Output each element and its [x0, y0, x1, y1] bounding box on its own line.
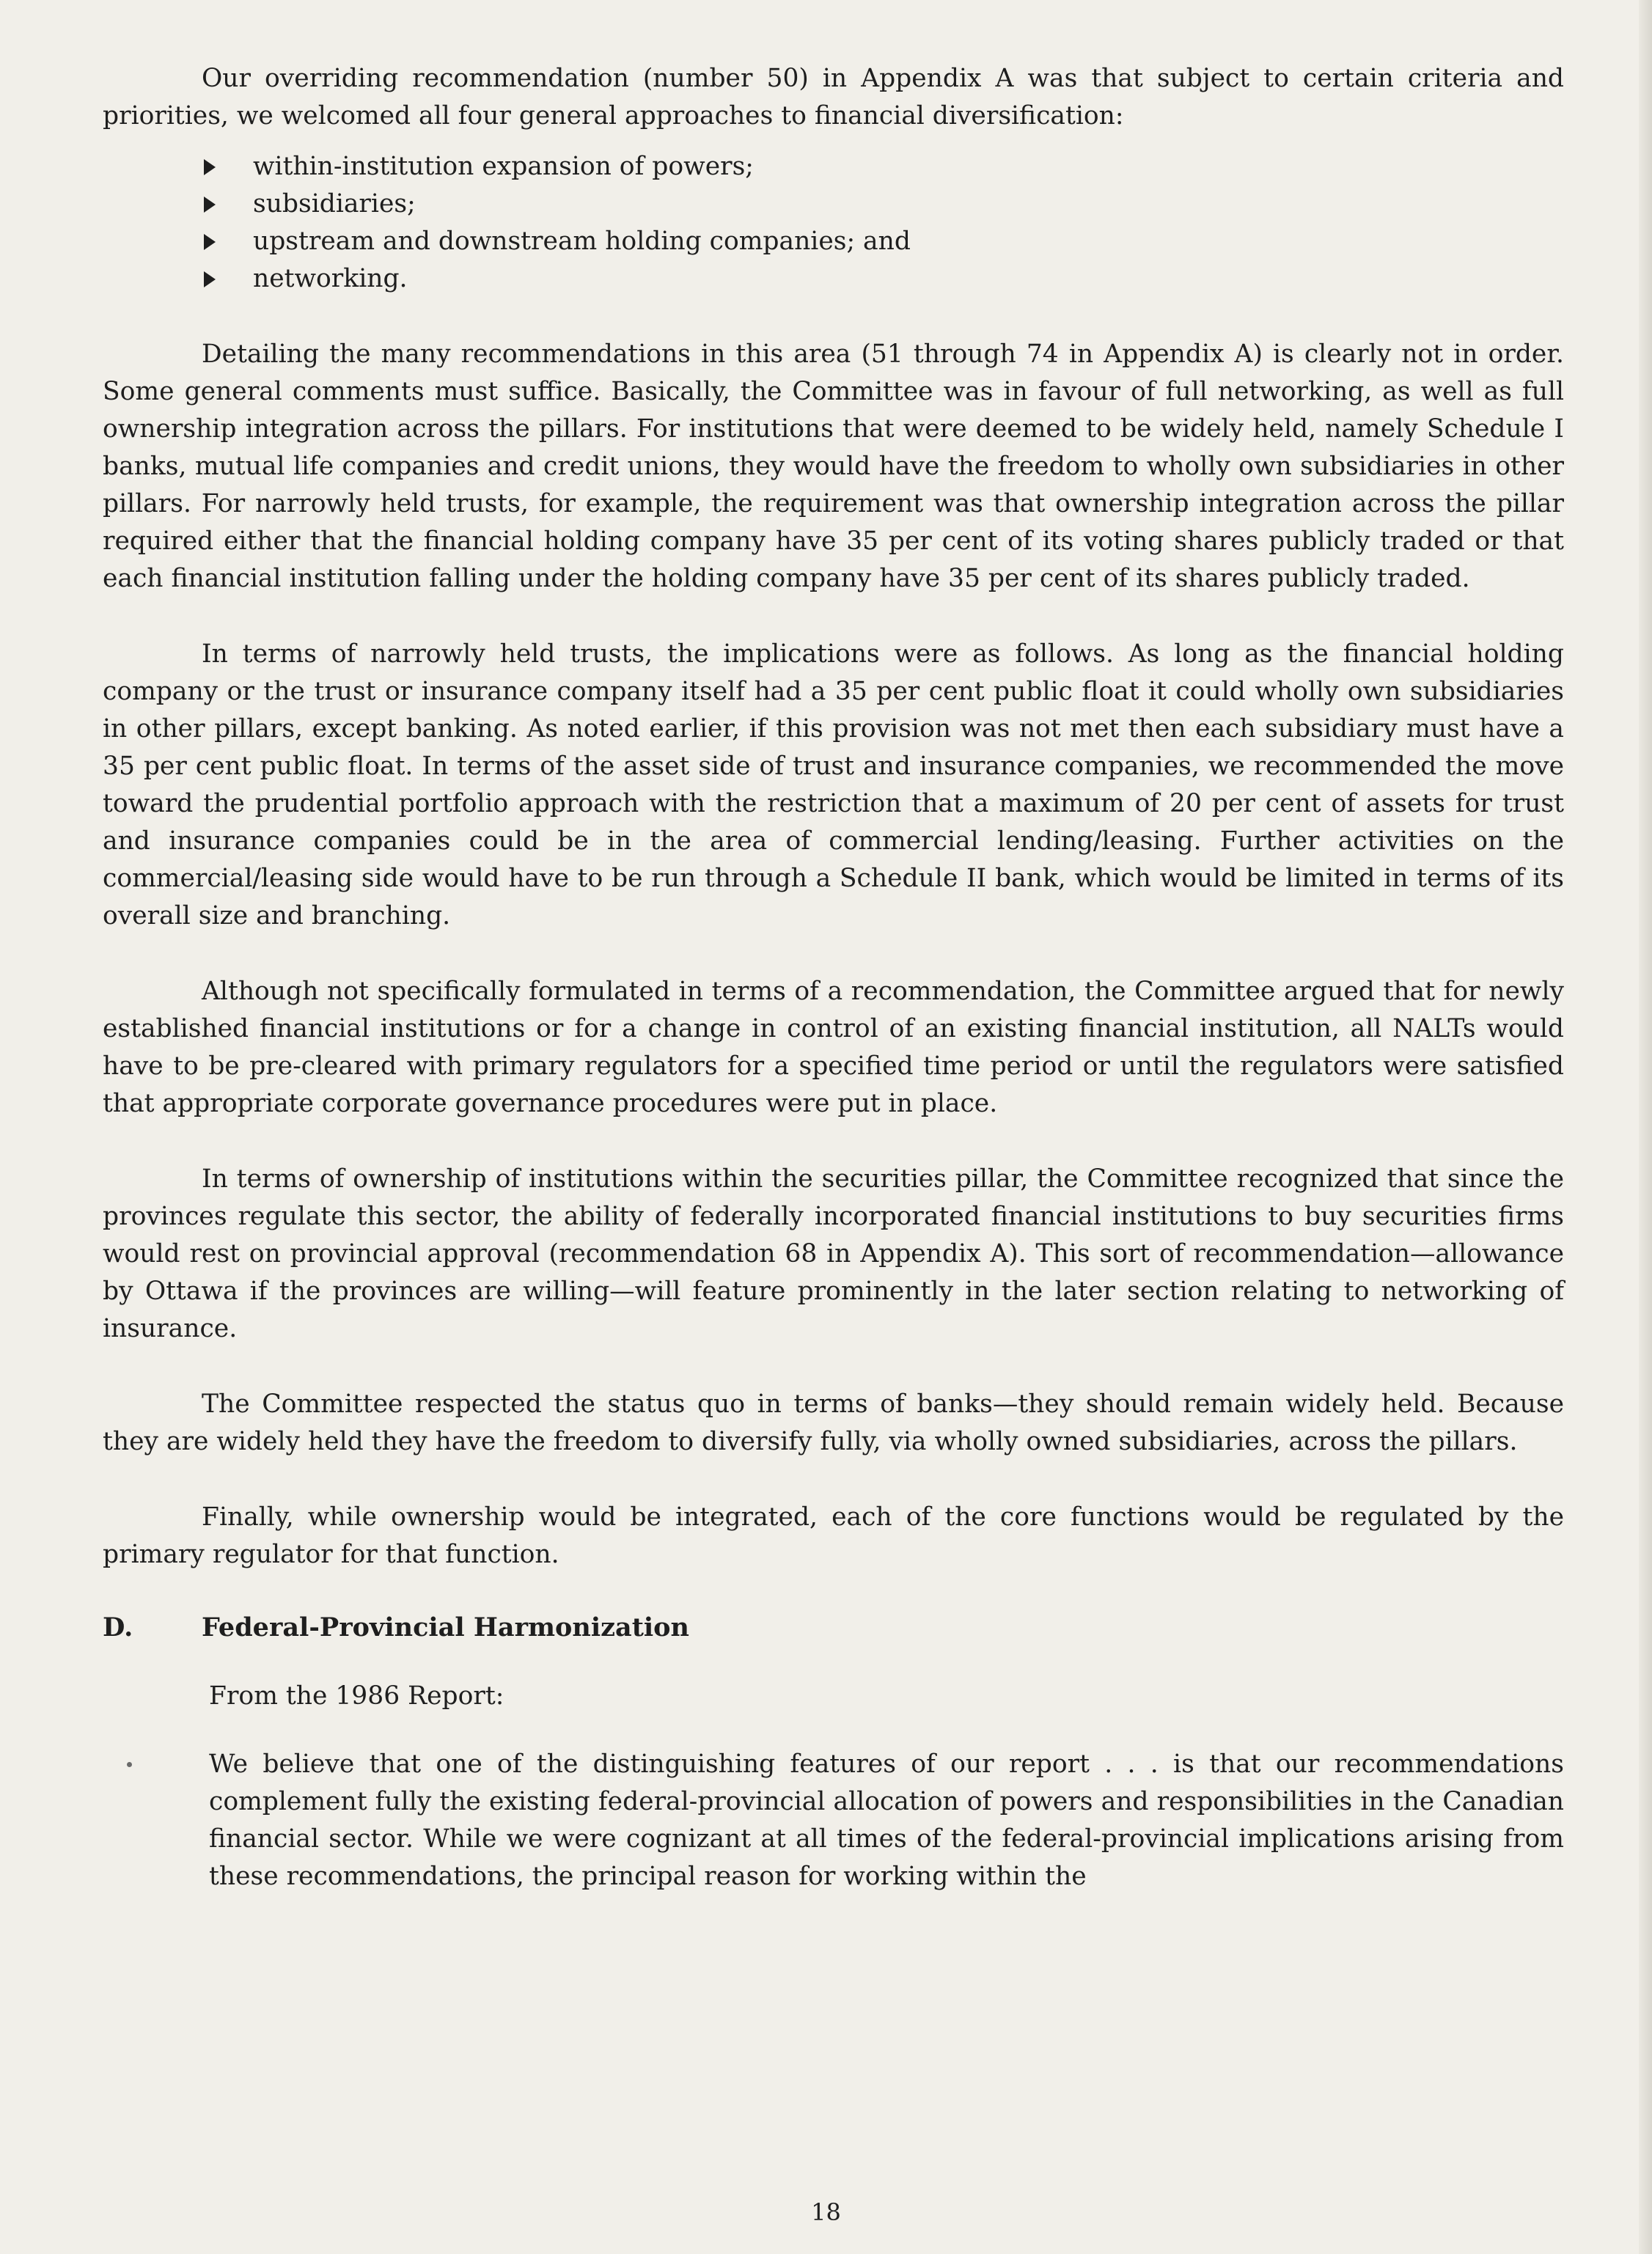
paragraph-securities-pillar: In terms of ownership of institutions within the securities pillar, the Committee recognized that since the provinces regulate this sector, the ability of federally incorporated financial institutions to buy securities firms would rest on provincial approval (recommendation 68 in Appendix A). This sort of recommendation—allowance by Ottawa if the provinces are willing—will feature prominently in the later section relating to networking of insurance. [103, 1164, 1564, 1343]
triangle-bullet-icon [204, 197, 216, 213]
triangle-bullet-icon [204, 234, 216, 250]
paragraph-core-functions: Finally, while ownership would be integrated, each of the core functions would be regulated by the primary regulator for that function. [103, 1502, 1564, 1569]
list-item-text: upstream and downstream holding companies; and [253, 227, 911, 256]
report-quotation [103, 1746, 1564, 1895]
margin-dot-icon [127, 1762, 132, 1767]
diversification-approaches-list [103, 148, 1564, 298]
quotation-text: We believe that one of the distinguishing features of our report . . . is that our recommendations complement fully the existing federal-provincial allocation of powers and responsibilities in the Canadian financial sector. While we were cognizant at all times of the federal-provincial implications arising from these recommendations, the principal reason for working within the [209, 1750, 1564, 1891]
triangle-bullet-icon [204, 159, 216, 175]
from-report-line: From the 1986 Report: [209, 1681, 504, 1711]
section-title: Federal-Provincial Harmonization [202, 1612, 689, 1642]
paragraph-banks-status-quo: The Committee respected the status quo in terms of banks—they should remain widely held. Because they are widely held they have the freedom to diversify fully, via wholly owned subsidiaries, across the pillars. [103, 1390, 1564, 1456]
paragraph-nalts-precleared: Although not specifically formulated in terms of a recommendation, the Committee argued that for newly established financial institutions or for a change in control of an existing financial institution, all NALTs would have to be pre-cleared with primary regulators for a specified time period or until the regulators were satisfied that appropriate corporate governance procedures were put in place. [103, 977, 1564, 1118]
section-heading [103, 1609, 1564, 1647]
list-item-text: within-institution expansion of powers; [253, 152, 754, 181]
page-number: 18 [811, 2198, 841, 2226]
list-item [198, 260, 1564, 298]
paragraph-narrowly-held-trusts: In terms of narrowly held trusts, the implications were as follows. As long as the financial holding company or the trust or insurance company itself had a 35 per cent public float it could wholly own subsidiaries in other pillars, except banking. As noted earlier, if this provision was not met then each subsidiary must have a 35 per cent public float. In terms of the asset side of trust and insurance companies, we recommended the move toward the prudential portfolio approach with the restriction that a maximum of 20 per cent of assets for trust and insurance companies could be in the area of commercial lending/leasing. Further activities on the commercial/leasing side would have to be run through a Schedule II bank, which would be limited in terms of its overall size and branching. [103, 639, 1564, 930]
triangle-bullet-icon [204, 271, 216, 287]
list-item-text: networking. [253, 264, 408, 293]
paragraph-overriding-recommendation: Our overriding recommendation (number 50) in Appendix A was that subject to certain criteria and priorities, we welcomed all four general approaches to financial diversification: [103, 64, 1564, 131]
list-item [198, 148, 1564, 186]
paragraph-detailing-recommendations: Detailing the many recommendations in this area (51 through 74 in Appendix A) is clearly not in order. Some general comments must suffice. Basically, the Committee was in favour of full networking, as well as full ownership integration across the pillars. For institutions that were deemed to be widely held, namely Schedule I banks, mutual life companies and credit unions, they would have the freedom to wholly own subsidiaries in other pillars. For narrowly held trusts, for example, the requirement was that ownership integration across the pillar required either that the financial holding company have 35 per cent of its voting shares publicly traded or that each financial institution falling under the holding company have 35 per cent of its shares publicly traded. [103, 339, 1564, 593]
section-letter: D. [103, 1612, 133, 1642]
list-item [198, 186, 1564, 223]
page-edge-shadow [1639, 0, 1652, 2254]
list-item-text: subsidiaries; [253, 189, 416, 219]
list-item [198, 223, 1564, 260]
